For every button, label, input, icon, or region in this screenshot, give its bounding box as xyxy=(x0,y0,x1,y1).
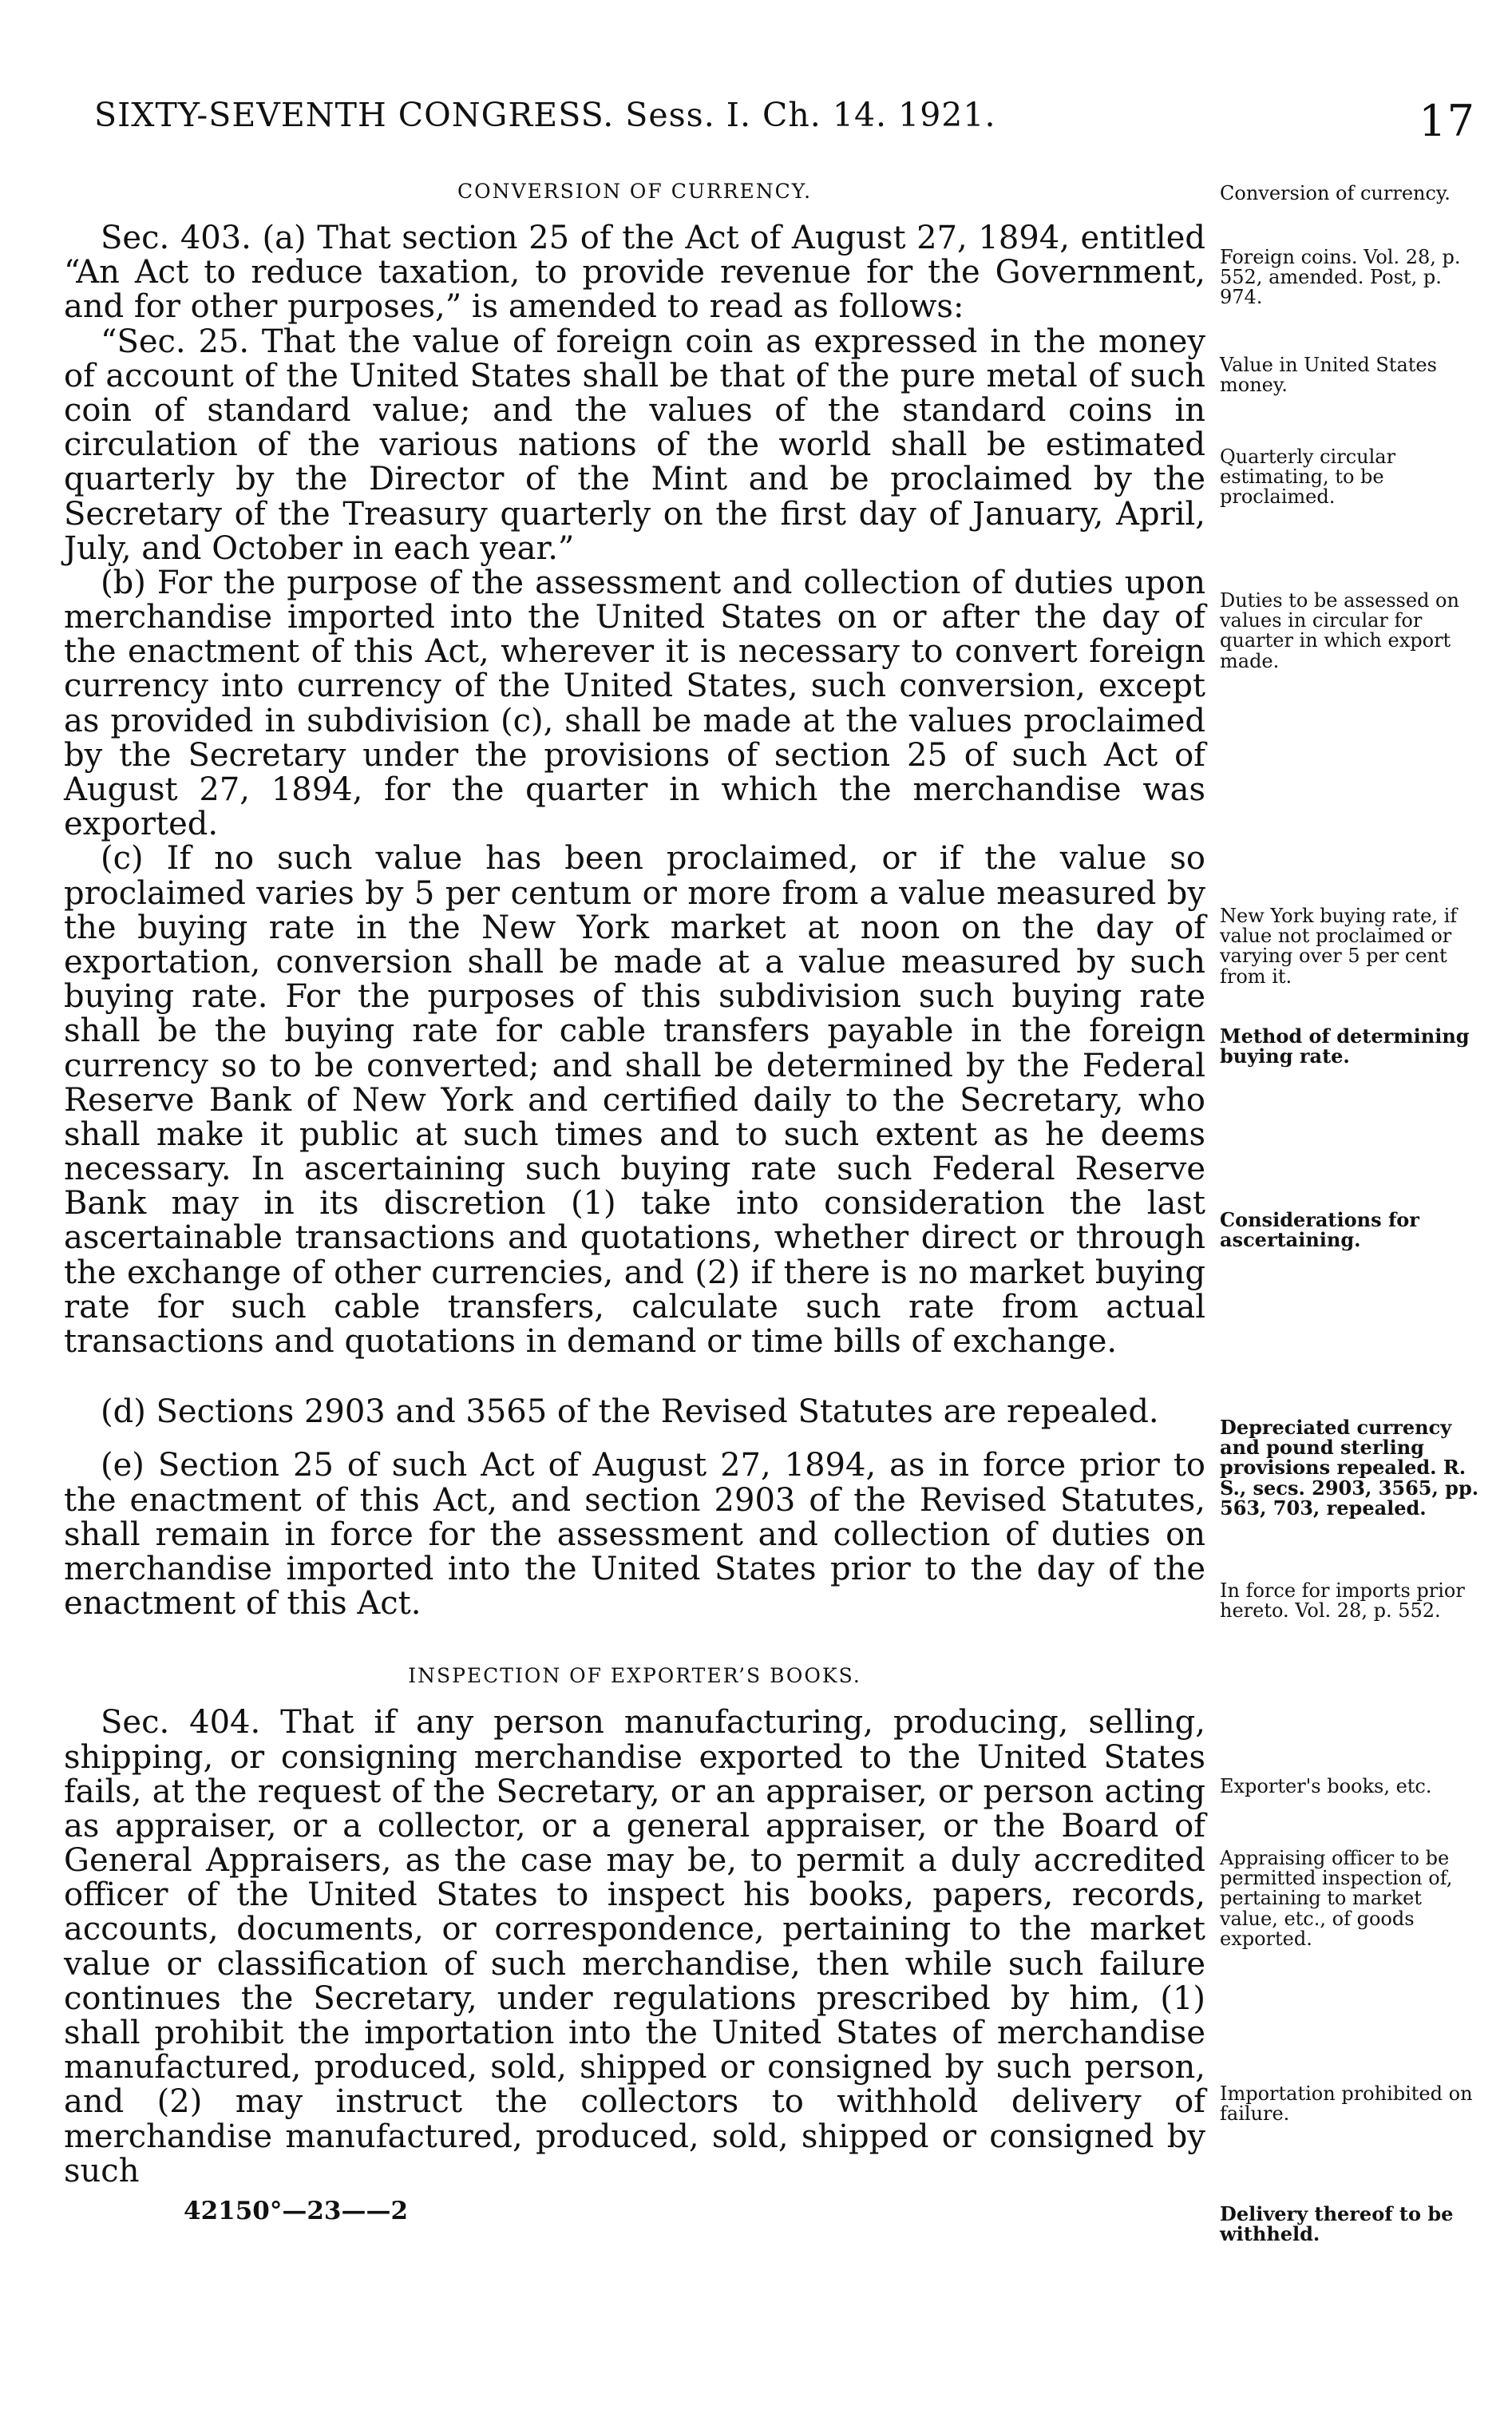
margin-note: Value in United States money. xyxy=(1220,354,1437,397)
paragraph-sec-404: Sec. 404. That if any person manufacturing, producing, selling, shipping, or consigning merchandise exported to the United States fails, at the request of the Secretary, or an appraiser, or person acting as appraiser, or a collector, or a general appraiser, or the Board of General Appraisers, as the case may be, to permit a duly accredited officer of the United States to inspect his books, papers, records, accounts, documents, or correspondence, pertaining to the market value or classification of such merchandise, then while such failure continues the Secretary, under regulations prescribed by him, (1) shall prohibit the importation into the United States of merchandise manufactured, produced, sold, shipped or consigned by such person, and (2) may instruct the collectors to withhold delivery of merchandise manufactured, produced, sold, shipped or consigned by such xyxy=(64,1704,1205,2189)
paragraph-sec-25-quote: “Sec. 25. That the value of foreign coin as expressed in the money of account of the United States shall be that of the pure metal of such coin of standard value; and the values of the standard coins in circulation of the various nations of the world shall be estimated quarterly by the Director of the Mint and be proclaimed by the Secretary of the Treasury quarterly on the first day of January, April, July, and October in each year.” xyxy=(64,323,1205,567)
margin-note: Method of determining buying rate. xyxy=(1220,1024,1470,1068)
margin-note: New York buying rate, if value not proclaimed or varying over 5 per cent from it. xyxy=(1220,905,1458,988)
paragraph-sec-403-d: (d) Sections 2903 and 3565 of the Revised Statutes are repealed. xyxy=(101,1393,1159,1431)
section-caption-inspection: INSPECTION OF EXPORTER’S BOOKS. xyxy=(408,1664,861,1688)
margin-note: Conversion of currency. xyxy=(1220,182,1451,204)
margin-note: Exporter's books, etc. xyxy=(1220,1775,1432,1797)
paragraph-sec-403-e: (e) Section 25 of such Act of August 27, 1894, as in force prior to the enactment of this Act, and section 2903 of the Revised Statutes, shall remain in force for the assessment and collection of duties on merchandise imported into the United States prior to the day of the enactment of this Act. xyxy=(64,1447,1205,1623)
section-caption-conversion: CONVERSION OF CURRENCY. xyxy=(457,180,813,203)
print-code: 42150°—23——2 xyxy=(184,2196,409,2225)
margin-note: Considerations for ascertaining. xyxy=(1220,1208,1419,1252)
margin-note: Foreign coins. Vol. 28, p. 552, amended. Post, p. 974. xyxy=(1220,246,1461,309)
margin-note: Delivery thereof to be withheld. xyxy=(1220,2202,1454,2246)
margin-note: Duties to be assessed on values in circular for quarter in which export made. xyxy=(1220,589,1459,672)
paragraph-sec-403-b: (b) For the purpose of the assessment and collection of duties upon merchandise imported into the United States on or after the day of the enactment of this Act, wherever it is necessary to convert foreign currency into currency of the United States, such conversion, except as provided in subdivision (c), shall be made at the values proclaimed by the Secretary under the provisions of section 25 of such Act of August 27, 1894, for the quarter in which the merchandise was exported. xyxy=(64,564,1205,843)
margin-note: In force for imports prior hereto. Vol. 28, p. 552. xyxy=(1220,1579,1465,1623)
running-head-title: SIXTY-SEVENTH CONGRESS. Sess. I. Ch. 14. 1921. xyxy=(94,96,996,134)
margin-note: Importation prohibited on failure. xyxy=(1220,2082,1473,2126)
paragraph-sec-403-c: (c) If no such value has been proclaimed, or if the value so proclaimed varies by 5 per centum or more from a value measured by the buying rate in the New York market at noon on the day of exportation, conversion shall be made at a value measured by such buying rate. For the purposes of this subdivision such buying rate shall be the buying rate for cable transfers payable in the foreign currency so to be converted; and shall be determined by the Federal Reserve Bank of New York and certified daily to the Secretary, who shall make it public at such times and to such extent as he deems necessary. In ascertaining such buying rate such Federal Reserve Bank may in its discretion (1) take into consideration the last ascertainable transactions and quotations, whether direct or through the exchange of other currencies, and (2) if there is no market buying rate for such cable transfers, calculate such rate from actual transactions and quotations in demand or time bills of exchange. xyxy=(64,840,1205,1360)
margin-note: Quarterly circular estimating, to be proclaimed. xyxy=(1220,446,1396,509)
paragraph-sec-403-a: Sec. 403. (a) That section 25 of the Act of August 27, 1894, entitled “An Act to reduce taxation, to provide revenue for the Government, and for other purposes,” is amended to read as follows: xyxy=(64,220,1205,326)
page-number: 17 xyxy=(1419,96,1475,146)
main-text-column xyxy=(64,168,1205,2225)
running-head xyxy=(94,96,1475,146)
margin-note: Depreciated currency and pound sterling provisions repealed. R. S., secs. 2903, 3565, pp. 563, 703, repealed. xyxy=(1220,1416,1479,1520)
margin-note: Appraising officer to be permitted inspection of, pertaining to market value, etc., of goods exported. xyxy=(1220,1847,1453,1950)
